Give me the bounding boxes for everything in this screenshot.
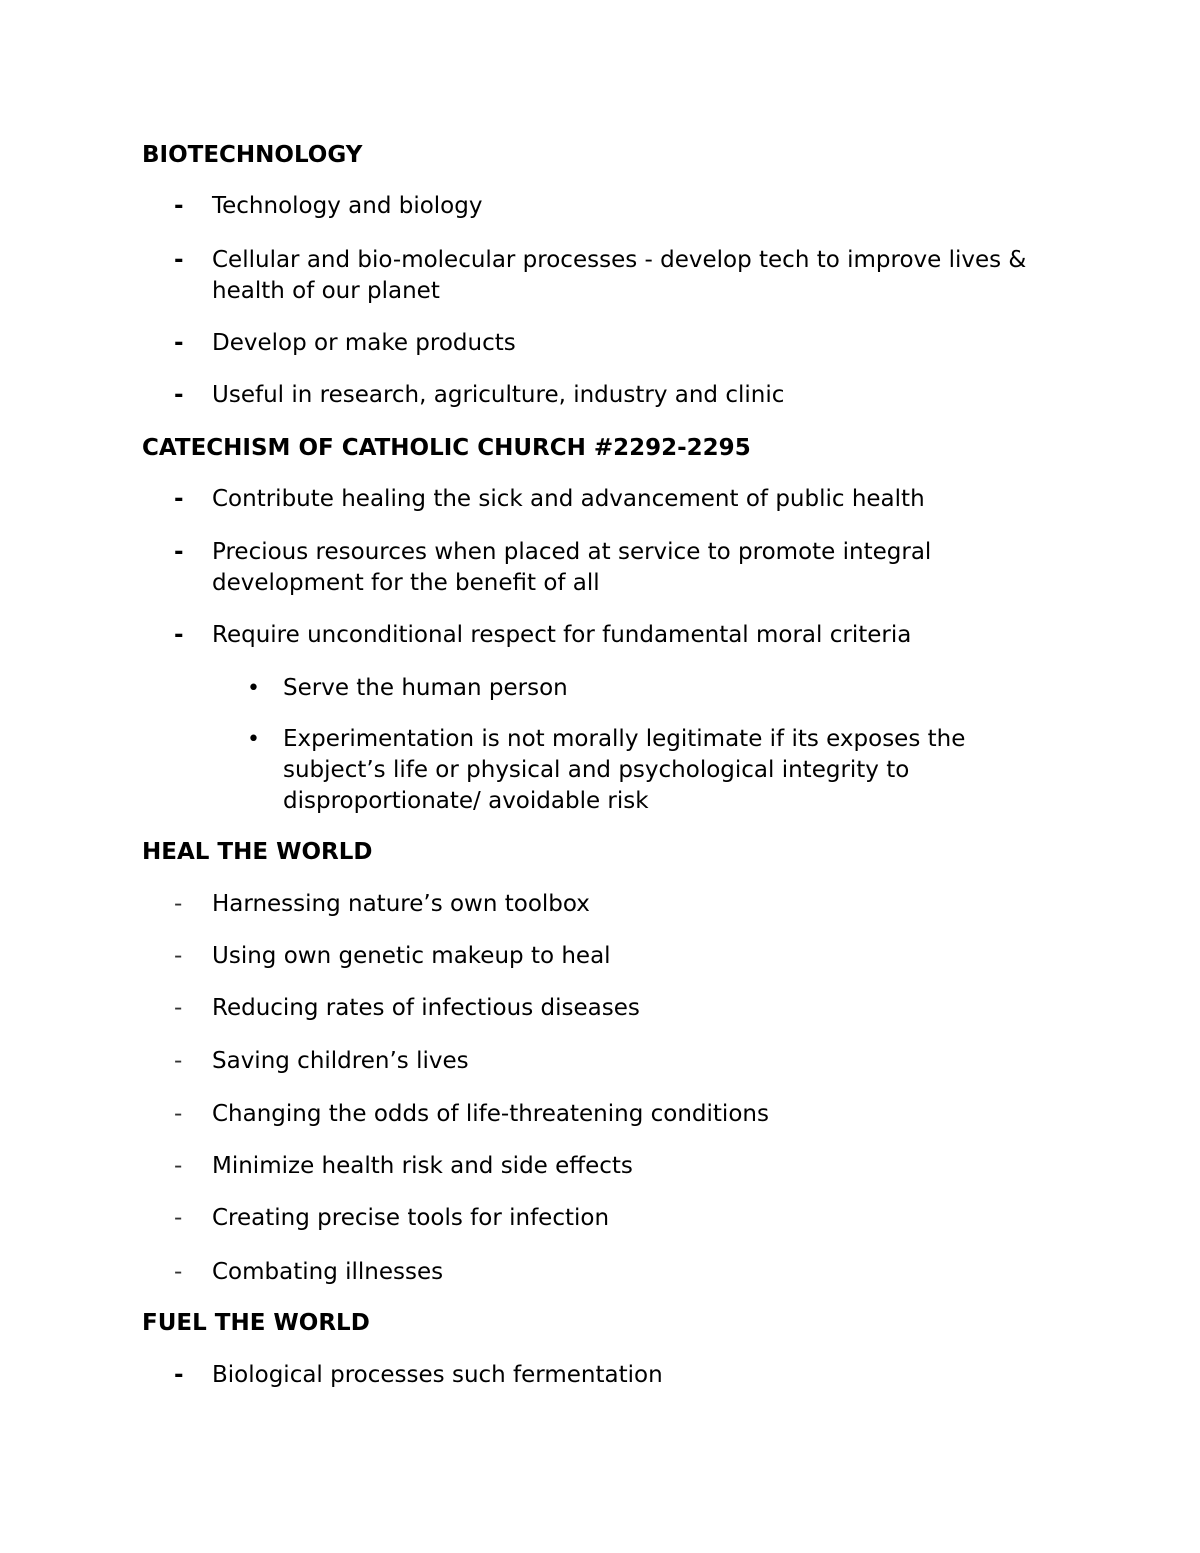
list-item-text: Combating illnesses [212, 1259, 444, 1285]
dash-marker: - [174, 1153, 183, 1179]
list-item-text: Contribute healing the sick and advancement of public health [212, 486, 925, 512]
list-item [174, 484, 1072, 515]
list-item [174, 941, 1072, 972]
dash-marker: - [174, 1362, 184, 1388]
list-item-text: Creating precise tools for infection [212, 1205, 610, 1231]
section-heading-heal-the-world: HEAL THE WORLD [142, 839, 373, 865]
list-item-text: Saving children’s lives [212, 1048, 469, 1074]
dash-marker: - [174, 943, 183, 969]
section-heading-catechism: CATECHISM OF CATHOLIC CHURCH #2292-2295 [142, 435, 751, 461]
list-item-text: Useful in research, agriculture, industry and clinic [212, 382, 785, 408]
list-item [174, 245, 1072, 307]
sub-list-item-text: Experimentation is not morally legitimate if its exposes the subject’s life or physical and psychological integrity to disproportionate/ avoidable risk [283, 726, 966, 814]
list-item [174, 380, 1072, 411]
dash-marker: - [174, 891, 183, 917]
list-item [174, 1360, 1072, 1391]
dash-marker: - [174, 1205, 183, 1231]
list-item [174, 1151, 1072, 1182]
dash-marker: - [174, 1101, 183, 1127]
list-item [174, 328, 1072, 359]
section-heading-fuel-the-world: FUEL THE WORLD [142, 1310, 370, 1336]
list-item [174, 1257, 1072, 1288]
dash-marker: - [174, 1048, 183, 1074]
list-item [174, 1046, 1072, 1077]
bullet-marker: • [247, 676, 260, 701]
bullet-marker: • [247, 727, 260, 752]
list-item [174, 1203, 1072, 1234]
list-item [174, 889, 1072, 920]
dash-marker: - [174, 486, 184, 512]
dash-marker: - [174, 247, 184, 273]
dash-marker: - [174, 382, 184, 408]
list-item-text: Using own genetic makeup to heal [212, 943, 611, 969]
list-item [174, 191, 1072, 222]
list-item [174, 993, 1072, 1024]
list-item-text: Changing the odds of life-threatening conditions [212, 1101, 769, 1127]
dash-marker: - [174, 995, 183, 1021]
dash-marker: - [174, 193, 184, 219]
sub-list-item [247, 673, 1003, 704]
list-item-text: Technology and biology [212, 193, 483, 219]
sub-list-item-text: Serve the human person [283, 675, 568, 701]
dash-marker: - [174, 330, 184, 356]
list-item-text: Harnessing nature’s own toolbox [212, 891, 590, 917]
list-item-text: Reducing rates of infectious diseases [212, 995, 640, 1021]
list-item-text: Require unconditional respect for fundamental moral criteria [212, 622, 912, 648]
list-item [174, 537, 972, 599]
list-item-text: Cellular and bio-molecular processes - develop tech to improve lives & health of our planet [212, 247, 1027, 304]
list-item [174, 1099, 1072, 1130]
sub-list-item [247, 724, 988, 817]
dash-marker: - [174, 622, 184, 648]
dash-marker: - [174, 539, 184, 565]
list-item-text: Precious resources when placed at service to promote integral development for the benefit of all [212, 539, 932, 596]
list-item-text: Biological processes such fermentation [212, 1362, 663, 1388]
list-item-text: Minimize health risk and side effects [212, 1153, 633, 1179]
section-heading-biotechnology: BIOTECHNOLOGY [142, 142, 363, 168]
list-item-text: Develop or make products [212, 330, 516, 356]
list-item [174, 620, 1072, 651]
dash-marker: - [174, 1259, 183, 1285]
